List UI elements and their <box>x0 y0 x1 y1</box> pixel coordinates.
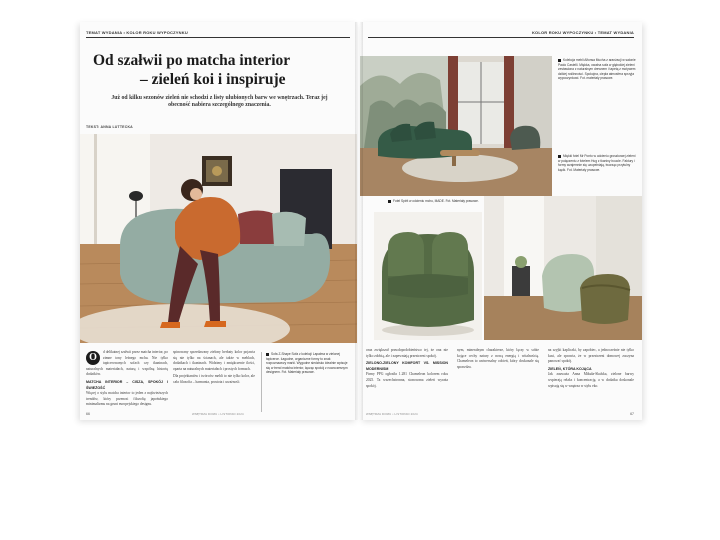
footer-right: WNĘTRZA DOMU • LISTOPAD 2024 <box>366 412 418 416</box>
column-1-text-2: Więcej o stylu matcha interior to jeden z najświeższych trendów, który przenosi filozofię japońskiego minimalizmu na grunt europejskiego designu. <box>86 391 168 407</box>
caption-top-text: Kolekcja mebli Alfonsa Mucha z aranżacji w salonie Paolo Castelli. Miękka, owalna sofa w głębokiej zieleni zestawiona z naturalnym drewnem i tapetą z motywem dzikiej roślinności. Spokojna, ciepła atmosfera sprzyja wypoczynkowi. Fot. materiały prasowe. <box>558 58 636 81</box>
green-armchair-image <box>374 212 482 340</box>
two-chairs-photo <box>484 196 642 340</box>
caption-text: Sofa Z-Shape Sofa z kolekcji Lapalma w zielonej tapicerce. Łagodne, organiczne formy to znak rozpoznawczy marki. Wygodne siedzisko idealnie wpisuje się w trend matcha interior, łącząc spokój z nowoczesnym designem. Fot. Materiały prasowe. <box>266 352 348 375</box>
right-column-1-text: oraz zwiększał prawdopodobieństwo tej, że ona nie tylko zdobią, ale i zapewniają przestrzeni spokój. <box>366 348 448 358</box>
photo-caption-left <box>266 352 350 414</box>
right-column-3-subheading: ZIELEŃ, KTÓRA KOJĄCA <box>548 366 592 371</box>
caption-mid-text: Miękki fotel Mr Ponto w odcieniu groszkowej zieleni w połączeniu z fotelem Hug z tkaniny boucle. Faktury i formy wzajemnie się uzupełniają, tworząc przytulny kącik. Fot. Materiały prasowe. <box>558 154 636 172</box>
dropcap: O <box>86 351 100 365</box>
caption-top-right <box>558 58 636 148</box>
column-1-subheading: MATCHA INTERIOR – CISZA, SPOKÓJ I ŚWIEŻOŚĆ <box>86 379 168 390</box>
green-chair-photo <box>374 212 482 340</box>
right-page <box>360 22 642 420</box>
page-number-right: 67 <box>630 412 634 416</box>
caption-chair <box>388 199 488 209</box>
caption-chair-bullet-icon <box>388 200 391 203</box>
right-column-1-subheading: ZIELONO-ZIELONY KOMFORT VS. MISSION MODERNISM <box>366 361 448 371</box>
caption-mid-bullet-icon <box>558 155 561 158</box>
caption-chair-text: Fotel Spirit w odcieniu mchu, MADE. Fot. Materiały prasowe. <box>393 199 479 203</box>
interior-photo-top <box>360 56 552 196</box>
right-column-3-text: na szyjki kapliczki, by zapobiec, a jednocześnie nie tylko kusi, ale sprawia, że w przestrzeni domowej zaczyna panować spokój. <box>548 348 634 364</box>
caption-top-bullet-icon <box>558 59 561 62</box>
top-rule-right <box>368 37 634 38</box>
left-column-1 <box>86 350 168 414</box>
article-title-line2: – zieleń koi i inspiruje <box>140 71 286 88</box>
byline: TEKST: ANNA LUTTECKA <box>86 125 133 129</box>
green-sofa-interior-image <box>360 56 552 196</box>
chairs-interior-image <box>484 196 642 340</box>
right-column-2 <box>457 348 539 414</box>
column-divider <box>261 352 262 412</box>
column-2-text-2: Dla projektantów i twórców mebli to nie tylko kolor, ale cała filozofia – harmonia, prostota i uważność. <box>173 374 255 384</box>
column-1-text: d delikatnej szałwii przez matcha interior, po zimne tony leśnego mchu. Nie tylko tapicerowanych sofach czy tkaninach, naturalnych materiałach, naturą i wspólną historię dodatków. <box>86 350 168 377</box>
footer-left: WNĘTRZA DOMU • LISTOPAD 2024 <box>192 412 244 416</box>
left-column-2 <box>173 350 255 414</box>
living-room-photo <box>80 134 357 343</box>
right-column-2-text: nym, mineralnym charakterze, który łączy w sobie kojące cechy natury z nową energią i witalnością. Chameleon to uniwersalny odcień, który doskonale się sprawdza. <box>457 348 539 369</box>
column-2-text: spinowany sprzedawany zielony herbaty kolor pojawia się nie tylko na ścianach, ale także w meblach, dodatkach i tkaninach. Widzimy i zmiękczenie ilości, oparta na naturalnych materiałach i prostych formach. <box>173 350 255 371</box>
page-number-left: 66 <box>86 412 90 416</box>
caption-bullet-icon <box>266 353 269 356</box>
article-title-line1: Od szałwii po matcha interior <box>93 52 291 69</box>
woman-on-sofa-image <box>80 134 357 343</box>
right-column-1 <box>366 348 448 414</box>
right-column-3-text-2: Jak zauważa Anna Mikuła-Skalska, zielone barwy wspierają relaks i koncentrację, a w dodatku doskonale wpisują się w wnętrza w stylu eko. <box>548 372 634 388</box>
spine-gutter <box>355 22 363 420</box>
running-head-left: TEMAT WYDANIA • KOLOR ROKU WYPOCZYNKU <box>86 30 188 35</box>
article-lead: Już od kilku sezonów zieleń nie schodzi z listy ulubionych barw we wnętrzach. Teraz jej obecność nabiera szczególnego znaczenia. <box>111 95 328 109</box>
top-rule-left <box>86 37 350 38</box>
right-column-3 <box>548 348 634 414</box>
right-column-1-text-2: Firmy PPG ogłosiła 1.281 Chameleon kolorem roku 2025. Ta wszechstronna, stonowana zieleń wyraża spokój. <box>366 372 448 388</box>
left-page <box>80 22 357 420</box>
running-head-right: KOLOR ROKU WYPOCZYNKU • TEMAT WYDANIA <box>531 30 634 35</box>
